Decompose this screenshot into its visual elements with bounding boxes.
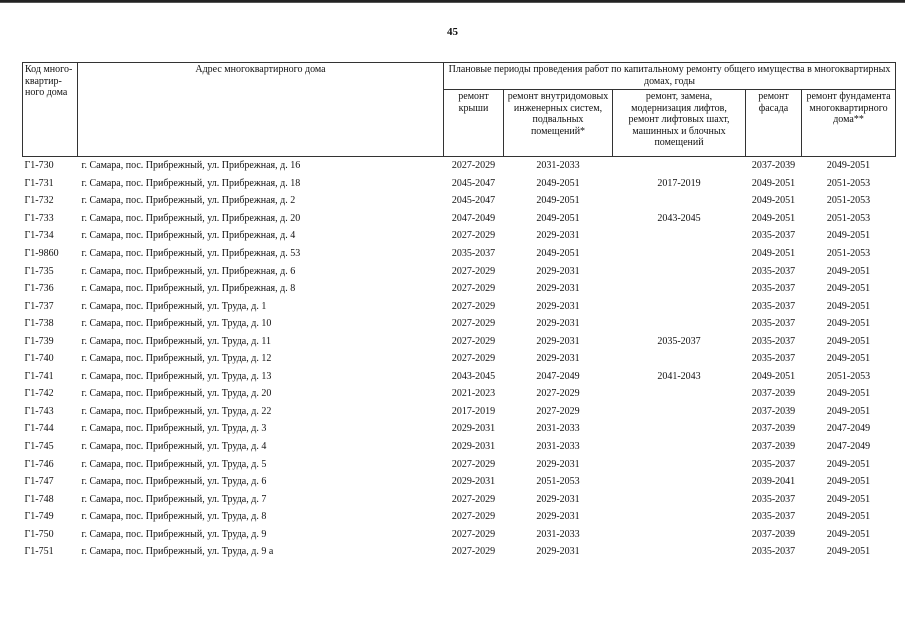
row-elevator-period	[613, 473, 746, 491]
row-engineering-period: 2031-2033	[536, 423, 580, 435]
row-facade-period: 2035-2037	[751, 335, 796, 347]
row-engineering-period: 2049-2051	[536, 195, 580, 207]
row-code: Г1-735	[24, 265, 54, 277]
row-address: г. Самара, пос. Прибрежный, ул. Труда, д. 4	[81, 441, 267, 453]
row-roof-period: 2027-2029	[451, 353, 496, 365]
row-address: г. Самара, пос. Прибрежный, ул. Труда, д. 5	[81, 458, 267, 470]
row-roof-period: 2047-2049	[451, 212, 496, 224]
row-roof-period: 2027-2029	[451, 318, 496, 330]
row-roof-period: 2017-2019	[451, 405, 496, 417]
row-code: Г1-748	[24, 493, 54, 505]
row-foundation-period: 2049-2051	[826, 511, 871, 523]
header-periods: Плановые периоды проведения работ по капитальному ремонту общего имущества в многоквартирных домах, годы	[444, 63, 896, 90]
row-roof-period: 2027-2029	[451, 528, 496, 540]
table-row	[23, 420, 896, 438]
row-elevator-period	[613, 245, 746, 263]
table-row	[23, 297, 896, 315]
row-roof-period: 2027-2029	[451, 283, 496, 295]
row-address: г. Самара, пос. Прибрежный, ул. Прибрежная, д. 18	[81, 177, 301, 189]
row-engineering-period: 2029-2031	[536, 283, 580, 295]
row-facade-period: 2035-2037	[751, 546, 796, 558]
row-address: г. Самара, пос. Прибрежный, ул. Труда, д. 10	[81, 318, 272, 330]
row-engineering-period: 2029-2031	[536, 335, 580, 347]
row-foundation-period: 2049-2051	[826, 476, 871, 488]
table-row	[23, 227, 896, 245]
row-address: г. Самара, пос. Прибрежный, ул. Прибрежная, д. 53	[81, 248, 301, 259]
header-facade: ремонт фасада	[746, 90, 802, 157]
row-engineering-period: 2029-2031	[536, 300, 580, 312]
row-elevator-period: 2043-2045	[657, 212, 701, 224]
row-code: Г1-9860	[24, 248, 59, 259]
row-address: г. Самара, пос. Прибрежный, ул. Труда, д. 7	[81, 493, 267, 505]
repair-schedule-table	[22, 62, 896, 561]
row-address: г. Самара, пос. Прибрежный, ул. Труда, д. 3	[81, 423, 267, 435]
row-roof-period: 2045-2047	[451, 177, 496, 189]
row-address: г. Самара, пос. Прибрежный, ул. Труда, д. 1	[81, 300, 267, 312]
row-elevator-period: 2017-2019	[657, 177, 701, 189]
row-code: Г1-750	[24, 528, 54, 540]
row-foundation-period: 2049-2051	[826, 335, 871, 347]
row-elevator-period	[613, 543, 746, 561]
page-top-border-inner	[0, 2, 905, 3]
row-address: г. Самара, пос. Прибрежный, ул. Труда, д. 12	[81, 353, 272, 365]
row-roof-period: 2029-2031	[451, 423, 496, 435]
row-facade-period: 2035-2037	[751, 493, 796, 505]
row-code: Г1-731	[24, 177, 54, 189]
row-elevator-period	[613, 508, 746, 526]
row-roof-period: 2021-2023	[451, 388, 496, 400]
row-engineering-period: 2029-2031	[536, 318, 580, 330]
row-foundation-period: 2049-2051	[826, 528, 871, 540]
row-address: г. Самара, пос. Прибрежный, ул. Труда, д. 20	[81, 388, 272, 400]
row-engineering-period: 2029-2031	[536, 353, 580, 365]
row-code: Г1-739	[24, 335, 54, 347]
row-code: Г1-733	[24, 212, 54, 224]
row-facade-period: 2049-2051	[751, 370, 796, 382]
row-foundation-period: 2049-2051	[826, 353, 871, 365]
row-elevator-period	[613, 262, 746, 280]
table-row	[23, 438, 896, 456]
row-address: г. Самара, пос. Прибрежный, ул. Прибрежная, д. 8	[81, 283, 296, 295]
row-engineering-period: 2027-2029	[536, 388, 580, 400]
row-roof-period: 2043-2045	[451, 370, 496, 382]
row-foundation-period: 2049-2051	[826, 283, 871, 295]
row-code: Г1-743	[24, 405, 54, 417]
table-row	[23, 192, 896, 210]
row-code: Г1-736	[24, 283, 54, 295]
table-row	[23, 490, 896, 508]
row-engineering-period: 2029-2031	[536, 265, 580, 277]
row-roof-period: 2027-2029	[451, 458, 496, 470]
row-facade-period: 2035-2037	[751, 265, 796, 277]
row-address: г. Самара, пос. Прибрежный, ул. Прибрежная, д. 2	[81, 195, 296, 207]
row-foundation-period: 2051-2053	[826, 248, 871, 259]
table-header-row-top	[23, 63, 896, 90]
table-row	[23, 332, 896, 350]
row-engineering-period: 2047-2049	[536, 370, 580, 382]
row-address: г. Самара, пос. Прибрежный, ул. Труда, д. 8	[81, 511, 267, 523]
row-foundation-period: 2049-2051	[826, 160, 871, 172]
row-code: Г1-749	[24, 511, 54, 523]
table-row	[23, 525, 896, 543]
row-code: Г1-734	[24, 230, 54, 242]
row-foundation-period: 2051-2053	[826, 177, 871, 189]
row-foundation-period: 2049-2051	[826, 458, 871, 470]
row-elevator-period: 2035-2037	[657, 335, 701, 347]
header-address: Адрес многоквартирного дома	[78, 63, 444, 157]
row-code: Г1-740	[24, 353, 54, 365]
row-address: г. Самара, пос. Прибрежный, ул. Прибрежная, д. 16	[81, 160, 301, 172]
row-elevator-period	[613, 227, 746, 245]
row-foundation-period: 2049-2051	[826, 318, 871, 330]
table-row	[23, 245, 896, 263]
table-row	[23, 175, 896, 193]
page-number: 45	[447, 26, 458, 38]
row-code: Г1-744	[24, 423, 54, 435]
row-engineering-period: 2031-2033	[536, 441, 580, 453]
row-address: г. Самара, пос. Прибрежный, ул. Труда, д. 6	[81, 476, 267, 488]
row-address: г. Самара, пос. Прибрежный, ул. Труда, д. 9 а	[81, 546, 274, 558]
row-facade-period: 2035-2037	[751, 230, 796, 242]
table-row	[23, 385, 896, 403]
row-foundation-period: 2047-2049	[826, 423, 871, 435]
table-row	[23, 543, 896, 561]
row-address: г. Самара, пос. Прибрежный, ул. Прибрежная, д. 4	[81, 230, 296, 242]
table-row	[23, 262, 896, 280]
header-elevators: ремонт, замена, модернизация лифтов, ремонт лифтовых шахт, машинных и блочных помещений	[613, 90, 746, 157]
row-facade-period: 2049-2051	[751, 212, 796, 224]
row-foundation-period: 2051-2053	[826, 195, 871, 207]
row-elevator-period	[613, 280, 746, 298]
row-roof-period: 2029-2031	[451, 476, 496, 488]
row-roof-period: 2035-2037	[451, 248, 496, 259]
row-facade-period: 2039-2041	[751, 476, 796, 488]
row-foundation-period: 2049-2051	[826, 388, 871, 400]
row-code: Г1-730	[24, 160, 54, 172]
row-code: Г1-745	[24, 441, 54, 453]
row-roof-period: 2045-2047	[451, 195, 496, 207]
row-engineering-period: 2029-2031	[536, 230, 580, 242]
table-row	[23, 508, 896, 526]
row-code: Г1-747	[24, 476, 54, 488]
row-engineering-period: 2029-2031	[536, 546, 580, 558]
row-facade-period: 2035-2037	[751, 283, 796, 295]
row-foundation-period: 2051-2053	[826, 212, 871, 224]
row-facade-period: 2037-2039	[751, 528, 796, 540]
row-engineering-period: 2031-2033	[536, 160, 580, 172]
table-body	[23, 157, 896, 561]
table-row	[23, 473, 896, 491]
row-foundation-period: 2047-2049	[826, 441, 871, 453]
table-row	[23, 280, 896, 298]
row-engineering-period: 2049-2051	[536, 177, 580, 189]
row-code: Г1-738	[24, 318, 54, 330]
row-roof-period: 2027-2029	[451, 546, 496, 558]
row-code: Г1-746	[24, 458, 54, 470]
row-foundation-period: 2049-2051	[826, 546, 871, 558]
header-roof: ремонт крыши	[444, 90, 504, 157]
row-code: Г1-732	[24, 195, 54, 207]
row-elevator-period	[613, 438, 746, 456]
row-code: Г1-741	[24, 370, 54, 382]
table-row	[23, 210, 896, 228]
row-foundation-period: 2049-2051	[826, 405, 871, 417]
row-foundation-period: 2049-2051	[826, 265, 871, 277]
row-elevator-period	[613, 350, 746, 368]
row-engineering-period: 2031-2033	[536, 528, 580, 540]
row-elevator-period	[613, 420, 746, 438]
row-facade-period: 2035-2037	[751, 458, 796, 470]
row-facade-period: 2049-2051	[751, 248, 796, 259]
table-row	[23, 350, 896, 368]
row-elevator-period	[613, 385, 746, 403]
row-roof-period: 2027-2029	[451, 160, 496, 172]
row-elevator-period	[613, 192, 746, 210]
row-elevator-period: 2041-2043	[657, 370, 701, 382]
row-address: г. Самара, пос. Прибрежный, ул. Прибрежная, д. 6	[81, 265, 296, 277]
header-foundation: ремонт фундамента многоквартирного дома**	[802, 90, 896, 157]
row-facade-period: 2037-2039	[751, 388, 796, 400]
row-facade-period: 2049-2051	[751, 195, 796, 207]
row-engineering-period: 2029-2031	[536, 511, 580, 523]
header-code: Код много-квартир-ного дома	[23, 63, 78, 157]
row-engineering-period: 2049-2051	[536, 212, 580, 224]
row-elevator-period	[613, 315, 746, 333]
row-code: Г1-751	[24, 546, 54, 558]
row-elevator-period	[613, 525, 746, 543]
row-address: г. Самара, пос. Прибрежный, ул. Труда, д. 13	[81, 370, 272, 382]
row-engineering-period: 2029-2031	[536, 458, 580, 470]
row-roof-period: 2029-2031	[451, 441, 496, 453]
row-address: г. Самара, пос. Прибрежный, ул. Труда, д. 22	[81, 405, 272, 417]
row-facade-period: 2037-2039	[751, 441, 796, 453]
row-facade-period: 2035-2037	[751, 511, 796, 523]
row-foundation-period: 2049-2051	[826, 300, 871, 312]
row-facade-period: 2035-2037	[751, 353, 796, 365]
row-roof-period: 2027-2029	[451, 335, 496, 347]
row-foundation-period: 2049-2051	[826, 493, 871, 505]
row-engineering-period: 2029-2031	[536, 493, 580, 505]
row-foundation-period: 2051-2053	[826, 370, 871, 382]
row-elevator-period	[613, 455, 746, 473]
row-code: Г1-742	[24, 388, 54, 400]
row-roof-period: 2027-2029	[451, 265, 496, 277]
row-facade-period: 2035-2037	[751, 300, 796, 312]
row-facade-period: 2035-2037	[751, 318, 796, 330]
row-roof-period: 2027-2029	[451, 511, 496, 523]
table-row	[23, 403, 896, 421]
row-elevator-period	[613, 490, 746, 508]
row-roof-period: 2027-2029	[451, 493, 496, 505]
row-address: г. Самара, пос. Прибрежный, ул. Труда, д. 9	[81, 528, 267, 540]
row-roof-period: 2027-2029	[451, 300, 496, 312]
header-engineering: ремонт внутридомовых инженерных систем, подвальных помещений*	[504, 90, 613, 157]
row-foundation-period: 2049-2051	[826, 230, 871, 242]
row-facade-period: 2037-2039	[751, 160, 796, 172]
row-code: Г1-737	[24, 300, 54, 312]
row-facade-period: 2049-2051	[751, 177, 796, 189]
row-elevator-period	[613, 297, 746, 315]
row-engineering-period: 2027-2029	[536, 405, 580, 417]
table-row	[23, 455, 896, 473]
row-facade-period: 2037-2039	[751, 405, 796, 417]
row-elevator-period	[613, 403, 746, 421]
row-facade-period: 2037-2039	[751, 423, 796, 435]
row-engineering-period: 2049-2051	[536, 248, 580, 259]
table-row	[23, 315, 896, 333]
row-engineering-period: 2051-2053	[536, 476, 580, 488]
row-roof-period: 2027-2029	[451, 230, 496, 242]
table-row	[23, 368, 896, 386]
table-row	[23, 157, 896, 175]
row-elevator-period	[613, 157, 746, 175]
row-address: г. Самара, пос. Прибрежный, ул. Прибрежная, д. 20	[81, 212, 301, 224]
row-address: г. Самара, пос. Прибрежный, ул. Труда, д. 11	[81, 335, 271, 347]
